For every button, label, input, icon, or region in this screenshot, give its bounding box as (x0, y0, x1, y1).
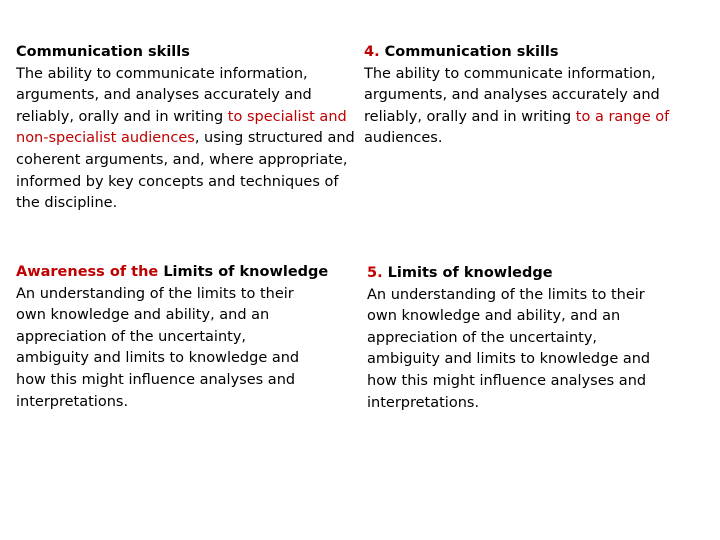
description-line: non-specialist audiences, using structured and (16, 130, 355, 147)
description-line: appreciation of the uncertainty, (16, 328, 247, 345)
highlighted-text: to specialist and (227, 108, 347, 125)
description-line: ambiguity and limits to knowledge and (367, 351, 651, 368)
communication-skills-original (16, 42, 355, 215)
communication-skills-revised (364, 42, 669, 150)
highlighted-text: non-specialist audiences (16, 130, 195, 147)
description-line: The ability to communicate information, (364, 65, 656, 82)
limits-of-knowledge-revised-heading: 5. Limits of knowledge (367, 265, 553, 281)
description-line: informed by key concepts and techniques of (16, 173, 339, 190)
description-line: how this might influence analyses and (16, 371, 296, 388)
description-line: An understanding of the limits to their (367, 286, 645, 303)
description-line: arguments, and analyses accurately and (364, 87, 660, 104)
item-number: 5. (367, 265, 383, 281)
description-line: interpretations. (16, 393, 129, 410)
description-line: coherent arguments, and, where appropriate, (16, 151, 348, 168)
description-line: how this might influence analyses and (367, 372, 647, 389)
communication-skills-revised-heading: 4. Communication skills (364, 44, 559, 60)
description-line: ambiguity and limits to knowledge and (16, 350, 300, 367)
item-number: 4. (364, 44, 380, 60)
description-line: reliably, orally and in writing to specialist and (16, 108, 347, 125)
description-line: An understanding of the limits to their (16, 285, 294, 302)
description-line: own knowledge and ability, and an (16, 307, 270, 324)
description-line: interpretations. (367, 394, 480, 411)
limits-of-knowledge-revised (367, 263, 650, 414)
description-line: reliably, orally and in writing to a range of (364, 108, 670, 125)
description-line: own knowledge and ability, and an (367, 308, 621, 325)
description-line: appreciation of the uncertainty, (367, 329, 598, 346)
description-line: the discipline. (16, 195, 118, 212)
communication-skills-heading: Communication skills (16, 44, 190, 60)
description-line: audiences. (364, 130, 443, 147)
highlighted-text: Awareness of the (16, 264, 159, 280)
highlighted-text: to a range of (575, 108, 670, 125)
limits-of-knowledge-original (16, 262, 328, 413)
limits-of-knowledge-heading: Awareness of the Limits of knowledge (16, 264, 329, 280)
description-line: The ability to communicate information, (16, 65, 308, 82)
description-line: arguments, and analyses accurately and (16, 87, 312, 104)
